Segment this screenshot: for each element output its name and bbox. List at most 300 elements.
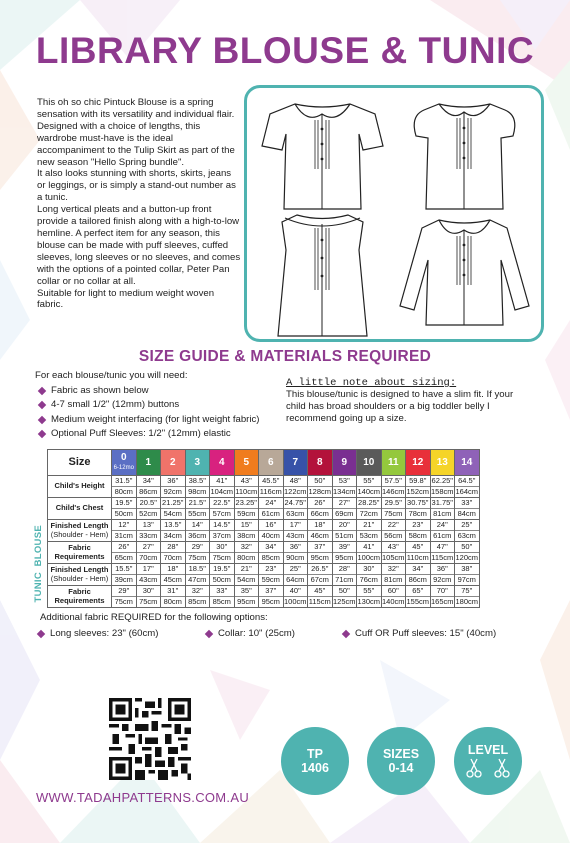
blouse-long-sleeve-illustration [397,210,532,340]
table-cell [136,564,161,586]
list-item [35,384,260,399]
table-cell [308,586,333,608]
list-item [35,427,260,442]
size-header-cell [259,450,284,476]
size-number: 3 [194,456,201,468]
table-cell [332,564,357,586]
bullet-icon [37,629,45,637]
value-metric: 40cm [261,531,280,540]
sizing-note-text: This blouse/tunic is designed to have a slim fit. If your child has broad shoulders or a big toddler belly I recommend going up a size. [286,389,514,424]
table-row [48,498,480,520]
value-imperial: 36" [284,542,308,553]
table-cell [136,586,161,608]
table-cell [234,476,259,498]
table-cell [308,520,333,542]
description-paragraph: This oh so chic Pintuck Blouse is a spring sensation with its versatility and individual flair. Designed with a choice of lengths, this wardrobe must-have is the ideal accompaniment to the Tulip Skirt as part of the new season "Hello Spring bundle". [37,97,235,168]
scissors-icon [464,757,512,779]
value-imperial: 45.5" [259,476,283,487]
list-item-text: Optional Puff Sleeves: 1/2" (12mm) elastic [51,428,231,439]
value-imperial: 70" [431,586,455,597]
value-imperial: 22.5" [210,498,234,509]
list-item-text: Cuff OR Puff sleeves: 15" (40cm) [355,628,497,639]
value-imperial: 26.5" [308,564,332,575]
value-metric: 134cm [332,487,356,496]
row-label-subtext: Requirements [54,551,105,561]
size-number: 4 [218,456,225,468]
size-column-header: Size [48,450,112,476]
value-metric: 46cm [310,531,329,540]
table-cell [332,520,357,542]
value-metric: 81cm [433,509,452,518]
size-header-cell [332,450,357,476]
table-cell [308,476,333,498]
list-item [343,628,496,639]
value-imperial: 29" [186,542,210,553]
table-cell [234,542,259,564]
value-metric: 165cm [430,597,454,606]
table-cell [406,476,431,498]
value-imperial: 34" [259,542,283,553]
value-metric: 70cm [163,553,182,562]
table-cell [455,476,480,498]
row-label-text: Fabric [68,587,91,596]
value-imperial: 35" [235,586,259,597]
value-metric: 78cm [408,509,427,518]
table-cell [381,520,406,542]
size-header-cell [455,450,480,476]
size-number: 7 [292,456,299,468]
value-imperial: 50" [333,586,357,597]
list-item [206,628,295,639]
row-label [48,586,112,608]
value-metric: 54cm [237,575,256,584]
value-metric: 66cm [310,509,329,518]
value-metric: 100cm [283,597,307,606]
qr-code [107,698,193,780]
value-metric: 122cm [283,487,307,496]
value-imperial: 75" [455,586,479,597]
badge-value: 1406 [301,761,329,775]
value-imperial: 55" [357,476,381,487]
size-number: 1 [145,456,152,468]
value-imperial: 13" [137,520,161,531]
row-label-text: Finished Length [50,565,109,574]
value-imperial: 65" [406,586,430,597]
table-cell [308,564,333,586]
value-imperial: 18" [161,564,185,575]
value-imperial: 28" [161,542,185,553]
value-imperial: 21" [235,564,259,575]
value-metric: 128cm [308,487,331,496]
value-imperial: 64.5" [455,476,479,487]
table-cell [381,586,406,608]
table-cell [185,498,210,520]
size-number: 13 [436,456,448,468]
value-metric: 31cm [114,531,133,540]
value-imperial: 62.25" [431,476,453,485]
table-cell [112,476,137,498]
table-cell [332,498,357,520]
table-cell [430,542,455,564]
value-imperial: 21" [357,520,381,531]
list-item-text: Collar: 10" (25cm) [218,628,295,639]
table-cell [357,476,382,498]
size-number: 10 [363,456,375,468]
row-label [48,542,112,564]
sizing-note-heading: A little note about sizing: [286,377,457,389]
table-cell [234,564,259,586]
value-imperial: 17" [284,520,308,531]
value-metric: 59cm [237,509,256,518]
size-header-cell [406,450,431,476]
value-imperial: 53" [333,476,357,487]
value-metric: 63cm [286,509,305,518]
table-cell [259,476,284,498]
table-cell [455,520,480,542]
size-number: 12 [412,456,424,468]
value-imperial: 50" [455,542,479,553]
value-imperial: 28.25" [358,498,380,507]
table-cell [112,498,137,520]
value-imperial: 30.75" [407,498,429,507]
table-cell [381,542,406,564]
row-label-text: Child's Height [54,481,105,491]
value-metric: 56cm [384,531,403,540]
table-cell [430,520,455,542]
table-cell [308,542,333,564]
value-metric: 71cm [335,575,354,584]
value-imperial: 34" [137,476,161,487]
value-imperial: 28" [333,564,357,575]
value-metric: 95cm [335,553,354,562]
value-metric: 38cm [237,531,256,540]
table-cell [430,498,455,520]
table-cell [112,564,137,586]
value-imperial: 40" [284,586,308,597]
value-imperial: 20.5" [137,498,161,509]
size-number: 5 [243,456,250,468]
value-imperial: 30" [210,542,234,553]
additional-fabric-heading: Additional fabric REQUIRED for the following options: [40,612,268,623]
value-imperial: 14.5" [210,520,234,531]
list-item [38,628,158,639]
value-imperial: 18.5" [186,564,210,575]
value-imperial: 32" [382,564,406,575]
size-header-cell [161,450,186,476]
value-metric: 116cm [259,487,282,496]
size-number: 2 [169,456,176,468]
table-cell [185,542,210,564]
value-imperial: 12" [112,520,136,531]
value-metric: 33cm [139,531,158,540]
row-label [48,498,112,520]
value-metric: 81cm [384,575,403,584]
materials-list [35,369,260,442]
table-row [48,520,480,542]
value-metric: 84cm [457,509,476,518]
table-cell [161,542,186,564]
table-cell [332,586,357,608]
value-imperial: 24" [259,498,283,509]
blouse-puff-sleeve-illustration [397,94,532,214]
value-metric: 158cm [430,487,454,496]
value-metric: 98cm [188,487,207,496]
value-imperial: 26" [112,542,136,553]
table-row [48,564,480,586]
value-metric: 80cm [163,597,182,606]
size-header-cell [283,450,308,476]
value-metric: 146cm [381,487,405,496]
table-cell [283,542,308,564]
value-metric: 55cm [188,509,207,518]
badge-label: LEVEL [467,743,509,757]
table-cell [455,564,480,586]
table-cell [210,520,235,542]
table-cell [381,476,406,498]
value-imperial: 32" [186,586,210,597]
row-label-subtext: Requirements [54,595,105,605]
size-header-cell [112,450,137,476]
level-badge [454,727,522,795]
materials-intro: For each blouse/tunic you will need: [35,370,188,381]
description-paragraph: Suitable for light to medium weight woven fabric. [37,287,215,311]
value-metric: 75cm [188,553,207,562]
value-imperial: 22" [382,520,406,531]
value-metric: 64cm [286,575,305,584]
list-item [35,413,260,428]
value-imperial: 24.75" [284,498,306,507]
table-cell [357,542,382,564]
value-imperial: 14" [186,520,210,531]
bullet-icon [205,629,213,637]
table-cell [136,542,161,564]
size-header-cell [430,450,455,476]
table-cell [161,476,186,498]
value-imperial: 36" [431,564,455,575]
value-imperial: 45" [406,542,430,553]
value-imperial: 18" [308,520,332,531]
value-imperial: 38.5" [186,476,210,487]
size-number: 0 [120,451,127,463]
table-cell [259,542,284,564]
value-metric: 34cm [163,531,182,540]
list-item [35,398,260,413]
value-metric: 92cm [433,575,452,584]
sizes-badge [367,727,435,795]
group-label-blouse: BLOUSE [33,525,44,567]
website-link[interactable]: WWW.TADAHPATTERNS.COM.AU [35,790,250,805]
size-number: 9 [341,456,348,468]
value-imperial: 37" [308,542,332,553]
value-imperial: 30" [357,564,381,575]
value-imperial: 47" [431,542,455,553]
badge-label: SIZES [382,747,420,761]
table-cell [234,498,259,520]
size-header-cell [136,450,161,476]
bullet-icon [38,416,46,424]
value-metric: 76cm [359,575,378,584]
description-paragraph: It also looks stunning with shorts, skirts, jeans or leggings, or is simply a stand-out number as a tunic. [37,168,236,204]
value-metric: 80cm [237,553,256,562]
size-header-cell [308,450,333,476]
size-header-cell [210,450,235,476]
table-cell [185,586,210,608]
value-metric: 115cm [308,597,331,606]
value-metric: 51cm [335,531,354,540]
value-metric: 86cm [408,575,427,584]
table-cell [283,586,308,608]
value-metric: 72cm [359,509,378,518]
table-cell [283,498,308,520]
pattern-number-badge [281,727,349,795]
value-metric: 104cm [210,487,233,496]
table-cell [136,498,161,520]
blouse-short-sleeve-illustration [255,94,390,214]
value-imperial: 26" [308,498,332,509]
value-metric: 59cm [261,575,280,584]
row-label-text: Fabric [68,543,91,552]
value-imperial: 43" [235,476,259,487]
value-imperial: 17" [137,564,161,575]
value-imperial: 33" [455,498,479,509]
value-imperial: 20" [333,520,357,531]
size-subtitle: 6-12mo [113,464,134,471]
value-metric: 58cm [408,531,427,540]
value-metric: 100cm [357,553,380,562]
value-imperial: 27" [333,498,357,509]
table-cell [234,520,259,542]
value-metric: 70cm [139,553,158,562]
table-cell [357,498,382,520]
value-imperial: 57.5" [382,476,406,487]
list-item-text: Long sleeves: 23" (60cm) [50,628,159,639]
description-paragraph: Long vertical pleats and a button-up front provide a tailored finish along with a high-to-low hemline. A perfect item for any season, this blouse can be made with puff sleeves, cuffed sleeves, long sleeves or no sleeves, and comes with the options of a pointed collar, Peter Pan collar or no collar at all. [37,204,241,287]
value-metric: 50cm [212,575,231,584]
value-imperial: 60" [382,586,406,597]
value-imperial: 32" [235,542,259,553]
row-label [48,564,112,586]
value-imperial: 21.5" [186,498,210,509]
table-cell [112,520,137,542]
value-metric: 67cm [310,575,329,584]
value-imperial: 19.5" [210,564,234,575]
value-metric: 130cm [357,597,380,606]
value-imperial: 48" [284,476,308,487]
value-metric: 95cm [310,553,329,562]
value-imperial: 37" [259,586,283,597]
table-cell [430,564,455,586]
value-metric: 61cm [433,531,452,540]
value-imperial: 34" [406,564,430,575]
value-imperial: 16" [259,520,283,531]
table-cell [455,498,480,520]
value-metric: 39cm [114,575,133,584]
value-imperial: 31.5" [112,476,136,487]
value-metric: 155cm [406,597,429,606]
value-metric: 85cm [261,553,280,562]
bullet-icon [38,401,46,409]
table-cell [259,586,284,608]
value-imperial: 41" [210,476,234,487]
value-metric: 120cm [455,553,478,562]
table-cell [381,564,406,586]
size-header-cell [185,450,210,476]
value-metric: 97cm [457,575,476,584]
value-metric: 65cm [114,553,133,562]
row-label-subtext: (Shoulder - Hem) [50,529,109,539]
value-metric: 85cm [188,597,207,606]
value-imperial: 59.8" [406,476,430,487]
value-metric: 140cm [381,597,405,606]
table-cell [210,476,235,498]
table-cell [112,542,137,564]
table-cell [259,498,284,520]
value-metric: 110cm [406,553,429,562]
table-cell [357,586,382,608]
value-metric: 63cm [457,531,476,540]
value-imperial: 39" [333,542,357,553]
table-cell [357,520,382,542]
value-metric: 85cm [212,597,231,606]
table-cell [112,586,137,608]
page-title: LIBRARY BLOUSE & TUNIC [35,30,535,71]
table-cell [332,542,357,564]
size-header-cell [357,450,382,476]
table-cell [161,564,186,586]
table-cell [357,564,382,586]
size-number: 14 [461,456,473,468]
value-imperial: 25" [284,564,308,575]
size-header-cell [381,450,406,476]
size-header-cell [234,450,259,476]
value-imperial: 55" [357,586,381,597]
value-imperial: 29" [112,586,136,597]
row-label [48,520,112,542]
value-metric: 36cm [188,531,207,540]
table-cell [430,586,455,608]
table-cell [283,564,308,586]
value-imperial: 31" [161,586,185,597]
value-imperial: 15" [235,520,259,531]
value-imperial: 31.75" [431,498,453,507]
table-cell [234,586,259,608]
table-header-row [48,450,480,476]
table-cell [283,520,308,542]
value-metric: 125cm [332,597,356,606]
table-cell [430,476,455,498]
sizing-note [286,377,534,425]
table-cell [406,498,431,520]
table-cell [210,542,235,564]
value-imperial: 27" [137,542,161,553]
value-imperial: 30" [137,586,161,597]
value-imperial: 29.5" [382,498,406,509]
table-cell [161,586,186,608]
row-label [48,476,112,498]
table-cell [406,586,431,608]
size-number: 8 [316,456,323,468]
value-imperial: 13.5" [161,520,185,531]
value-metric: 115cm [431,553,454,562]
bullet-icon [342,629,350,637]
size-guide-heading: SIZE GUIDE & MATERIALS REQUIRED [138,348,432,365]
table-cell [136,476,161,498]
value-metric: 57cm [212,509,231,518]
table-cell [259,520,284,542]
table-row [48,542,480,564]
table-cell [259,564,284,586]
badge-label: TP [307,747,323,761]
